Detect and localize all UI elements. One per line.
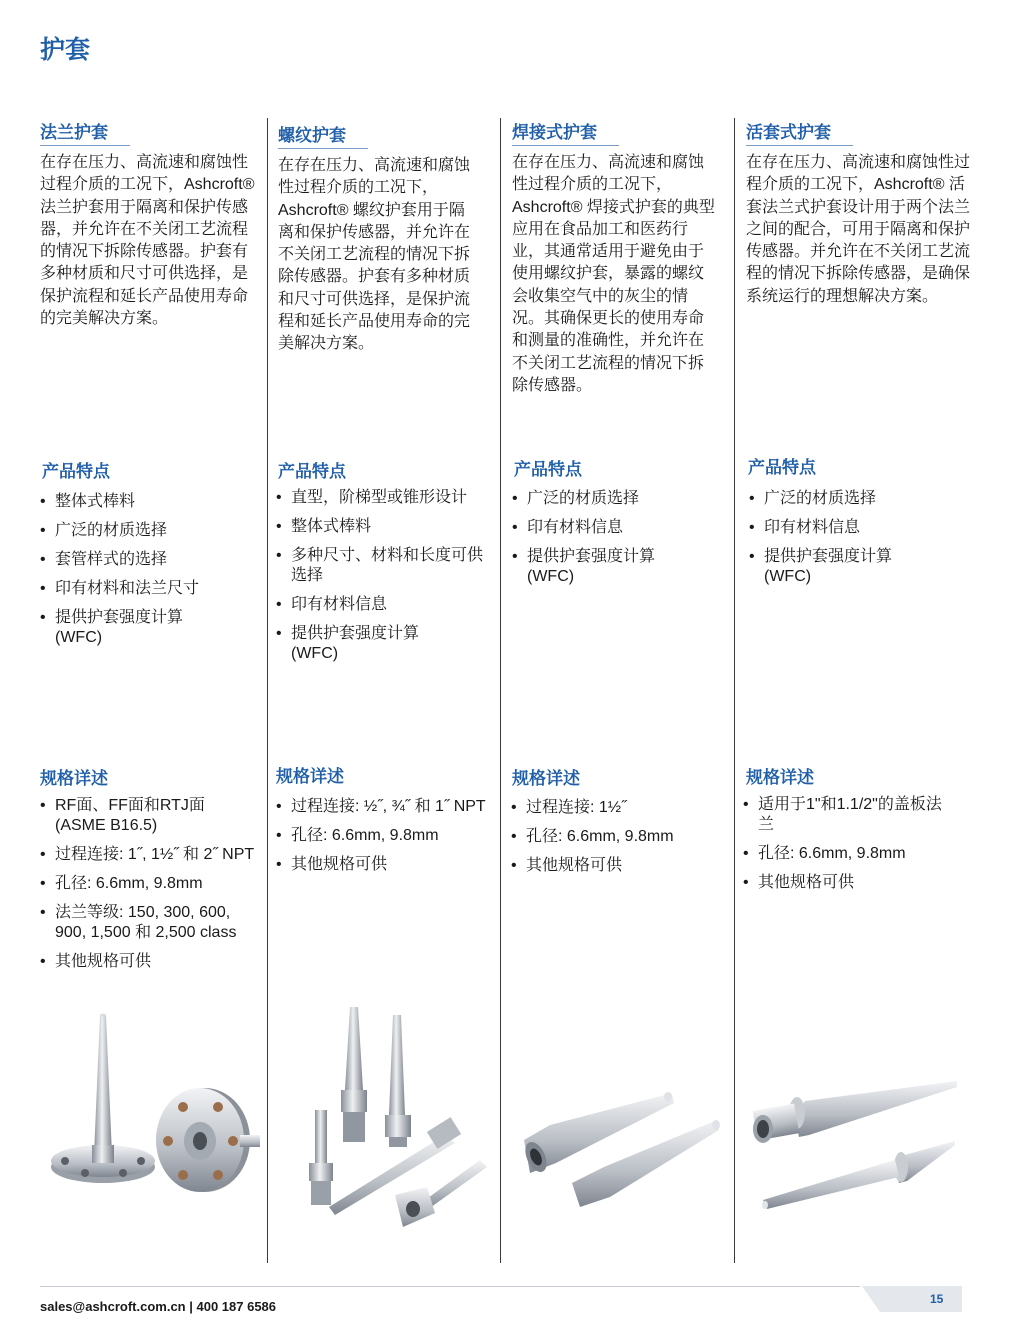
list-item: • 广泛的材质选择 (40, 521, 260, 541)
specs-heading: 规格详述 (512, 769, 580, 788)
list-item: • 提供护套强度计算 (WFC) (276, 624, 451, 664)
list-item: • 法兰等级: 150, 300, 600, 900, 1,500 和 2,500 class (40, 903, 260, 943)
specs-list (276, 797, 496, 884)
column-description: 在存在压力、高流速和腐蚀性过程介质的工况下，Ashcroft® 法兰护套用于隔离和保护传感器，并允许在不关闭工艺流程的情况下拆除传感器。护套有多种材质和尺寸可供选择，是保护流程和延长产品使用寿命的完美解决方案。 (40, 154, 255, 328)
column-description: 在存在压力、高流速和腐蚀性过程介质的工况下，Ashcroft® 焊接式护套的典型应用在食品加工和医药行业，其通常适用于避免由于使用螺纹护套，暴露的螺纹会收集空气中的灰尘的情况。其确保更长的使用寿命和测量的准确性，并允许在不关闭工艺流程的情况下拆除传感器。 (512, 154, 715, 394)
list-item: • 过程连接: 1˝, 1½˝ 和 2˝ NPT (40, 845, 260, 865)
list-item: • 提供护套强度计算 (WFC) (749, 547, 924, 587)
list-item: • 多种尺寸、材料和长度可供选择 (276, 546, 488, 586)
features-list (512, 489, 732, 596)
van-stone-thermowells-image (745, 995, 970, 1240)
features-list (276, 488, 488, 673)
page-number: 15 (930, 1292, 944, 1306)
features-heading: 产品特点 (514, 460, 582, 479)
specs-heading: 规格详述 (276, 767, 344, 786)
column-description: 在存在压力、高流速和腐蚀性过程介质的工况下，Ashcroft® 活套法兰式护套设计用于两个法兰之间的配合，可用于隔离和保护传感器。并允许在不关闭工艺流程的情况下拆除传感器，是确保系统运行的理想解决方案。 (746, 154, 971, 305)
list-item: • 孔径: 6.6mm, 9.8mm (743, 844, 943, 864)
column-van-stone (746, 118, 971, 308)
list-item: • 印有材料信息 (512, 518, 732, 538)
features-heading: 产品特点 (748, 458, 816, 477)
list-item: • 整体式棒料 (40, 492, 260, 512)
specs-list (40, 796, 260, 981)
list-item: • 印有材料和法兰尺寸 (40, 579, 260, 599)
features-list (749, 489, 969, 596)
column-divider (267, 118, 268, 1263)
column-heading: 焊接式护套 (512, 118, 619, 146)
page-title: 护套 (40, 36, 91, 64)
list-item: • 套管样式的选择 (40, 550, 260, 570)
list-item: • 其他规格可供 (276, 855, 496, 875)
column-welded (512, 118, 734, 397)
list-item: • 孔径: 6.6mm, 9.8mm (511, 827, 731, 847)
footer-rule (40, 1286, 860, 1287)
specs-list (743, 795, 943, 902)
column-divider (500, 118, 501, 1263)
list-item: • 其他规格可供 (40, 952, 260, 972)
column-flanged (40, 118, 262, 330)
column-description: 在存在压力、高流速和腐蚀性过程介质的工况下，Ashcroft® 螺纹护套用于隔离和保护传感器，并允许在不关闭工艺流程的情况下拆除传感器。护套有多种材质和尺寸可供选择，是保护流程和延长产品使用寿命的完美解决方案。 (278, 157, 471, 353)
list-item: • 提供护套强度计算 (WFC) (512, 547, 687, 587)
column-heading: 螺纹护套 (278, 121, 368, 149)
list-item: • 其他规格可供 (743, 873, 943, 893)
list-item: • 过程连接: ½˝, ¾˝ 和 1˝ NPT (276, 797, 496, 817)
list-item: • RF面、FF面和RTJ面 (ASME B16.5) (40, 796, 230, 836)
features-heading: 产品特点 (278, 462, 346, 481)
flanged-thermowell-image (40, 995, 265, 1240)
list-item: • 提供护套强度计算 (WFC) (40, 608, 215, 648)
list-item: • 孔径: 6.6mm, 9.8mm (40, 874, 260, 894)
features-list (40, 492, 260, 657)
list-item: • 其他规格可供 (511, 856, 731, 876)
specs-heading: 规格详述 (40, 769, 108, 788)
threaded-thermowells-image (275, 995, 500, 1240)
list-item: • 过程连接: 1½˝ (511, 798, 731, 818)
footer-contact: sales@ashcroft.com.cn | 400 187 6586 (40, 1299, 277, 1314)
list-item: • 直型，阶梯型或锥形设计 (276, 488, 488, 508)
list-item: • 整体式棒料 (276, 517, 488, 537)
footer-tab (862, 1286, 962, 1312)
column-heading: 活套式护套 (746, 118, 853, 146)
list-item: • 广泛的材质选择 (749, 489, 969, 509)
features-heading: 产品特点 (42, 462, 110, 481)
welded-thermowells-image (512, 995, 737, 1240)
specs-list (511, 798, 731, 885)
column-threaded (278, 121, 500, 356)
list-item: • 印有材料信息 (749, 518, 969, 538)
list-item: • 广泛的材质选择 (512, 489, 732, 509)
list-item: • 孔径: 6.6mm, 9.8mm (276, 826, 496, 846)
column-heading: 法兰护套 (40, 118, 130, 146)
specs-heading: 规格详述 (746, 768, 814, 787)
list-item: • 印有材料信息 (276, 595, 488, 615)
list-item: • 适用于1"和1.1/2"的盖板法兰 (743, 795, 948, 835)
